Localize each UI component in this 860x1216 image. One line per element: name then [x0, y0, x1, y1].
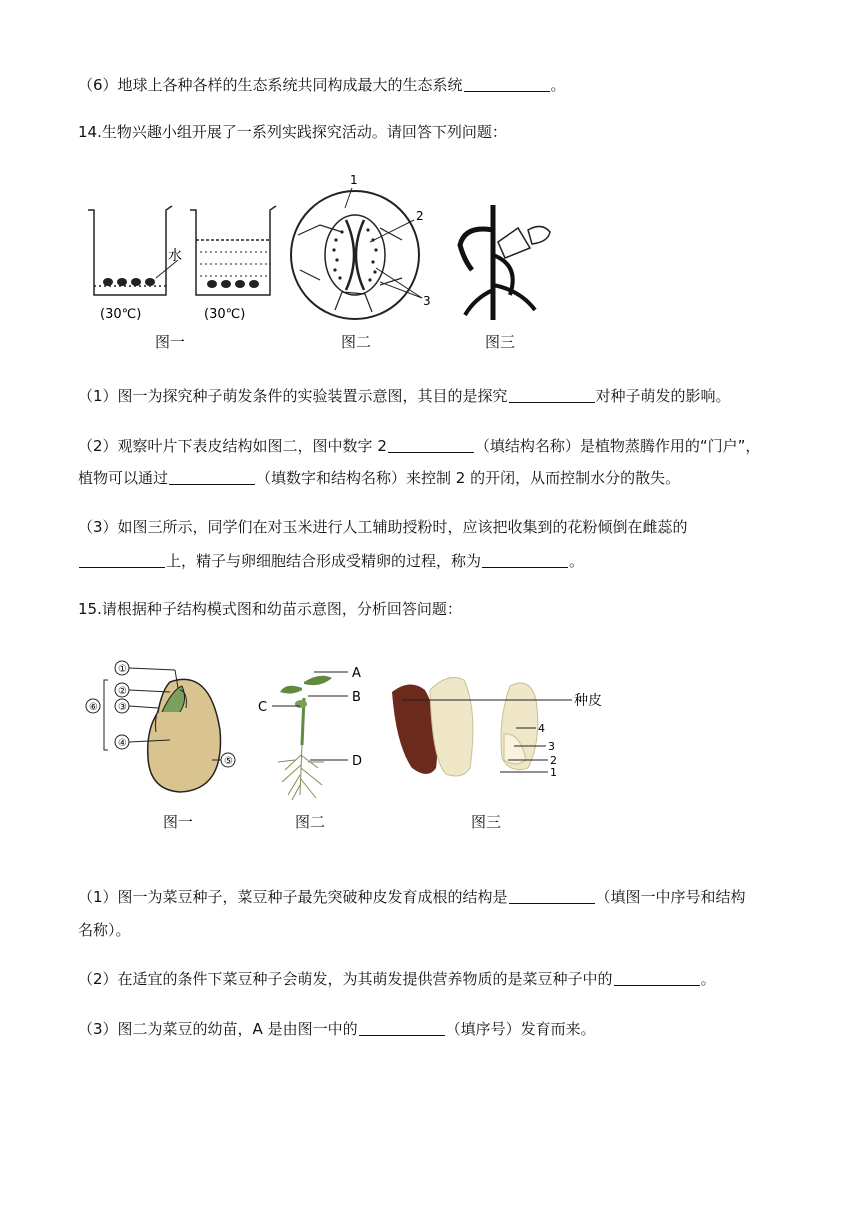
corn-label-2: 2 [550, 754, 557, 767]
q14-part3-line1: （3）如图三所示，同学们在对玉米进行人工辅助授粉时，应该把收集到的花粉倾倒在雌蕊的 [78, 518, 688, 536]
water-label: 水 [168, 248, 182, 264]
beaker-1 [88, 206, 172, 295]
q13-part6: （6）地球上各种各样的生态系统共同构成最大的生态系统 。 [78, 76, 566, 94]
corn-label-1: 1 [550, 766, 557, 779]
answer-blank[interactable] [169, 470, 255, 485]
stomata-label-1: 1 [350, 173, 358, 187]
answer-blank[interactable] [464, 77, 550, 92]
answer-blank[interactable] [482, 553, 568, 568]
seeds-2 [207, 280, 259, 288]
corn-seed-photo [392, 678, 602, 779]
seed-label-3: ③ [118, 702, 127, 713]
q14-caption-fig3: 图三 [484, 333, 515, 351]
answer-blank[interactable] [614, 971, 700, 986]
seed-label-5: ⑤ [224, 756, 233, 767]
q15-caption-fig2: 图二 [294, 813, 325, 831]
q14-part2-line2: 植物可以通过 （填数字和结构名称）来控制 2 的开闭，从而控制水分的散失。 [78, 469, 681, 487]
stomata-diagram [291, 173, 431, 319]
seeds-1 [103, 278, 155, 286]
q15-part1-line2: 名称）。 [78, 921, 131, 939]
seed-label-1: ① [118, 664, 127, 675]
q15-part2: （2）在适宜的条件下菜豆种子会萌发，为其萌发提供营养物质的是菜豆种子中的 。 [78, 970, 716, 988]
answer-blank[interactable] [509, 889, 595, 904]
beaker-2 [190, 206, 276, 295]
q14-title: 14.生物兴趣小组开展了一系列实践探究活动。请回答下列问题： [78, 123, 507, 141]
seed-coat-label: 种皮 [574, 693, 602, 709]
temp-label-1: (30℃) [100, 307, 142, 322]
stomata-label-3: 3 [423, 294, 431, 308]
seedling-label-D: D [352, 754, 363, 769]
q15-part1-line1: （1）图一为菜豆种子，菜豆种子最先突破种皮发育成根的结构是 （填图一中序号和结构 [78, 888, 746, 906]
answer-blank[interactable] [79, 553, 165, 568]
corn-pollination-diagram [460, 205, 550, 320]
seed-label-2: ② [118, 686, 127, 697]
q14-caption-fig1: 图一 [154, 333, 185, 351]
q14-part3-line2: 上，精子与卵细胞结合形成受精卵的过程，称为 。 [78, 550, 798, 572]
q15-part3: （3）图二为菜豆的幼苗，A 是由图一中的 （填序号）发育而来。 [78, 1020, 596, 1038]
seedling-label-A: A [352, 666, 361, 681]
answer-blank[interactable] [388, 438, 474, 453]
bean-seed-diagram [86, 661, 235, 792]
q15-title: 15.请根据种子结构模式图和幼苗示意图，分析回答问题： [78, 600, 462, 618]
answer-blank[interactable] [359, 1021, 445, 1036]
q14-part2-line1: （2）观察叶片下表皮结构如图二，图中数字 2 （填结构名称）是植物蒸腾作用的“门户”， [78, 437, 761, 455]
bean-seedling-diagram [258, 666, 362, 800]
q15-caption-fig3: 图三 [470, 813, 501, 831]
q15-figures [80, 650, 640, 820]
q14-part1: （1）图一为探究种子萌发条件的实验装置示意图，其目的是探究 对种子萌发的影响。 [78, 387, 731, 405]
q14-caption-fig2: 图二 [340, 333, 371, 351]
answer-blank[interactable] [509, 388, 595, 403]
seedling-label-C: C [258, 700, 268, 715]
corn-label-4: 4 [538, 722, 545, 735]
stomata-label-2: 2 [416, 209, 424, 223]
seed-label-6: ⑥ [89, 702, 98, 713]
seed-label-4: ④ [118, 738, 127, 749]
corn-label-3: 3 [548, 740, 555, 753]
seedling-label-B: B [352, 690, 361, 705]
q15-caption-fig1: 图一 [162, 813, 193, 831]
temp-label-2: (30℃) [204, 307, 246, 322]
